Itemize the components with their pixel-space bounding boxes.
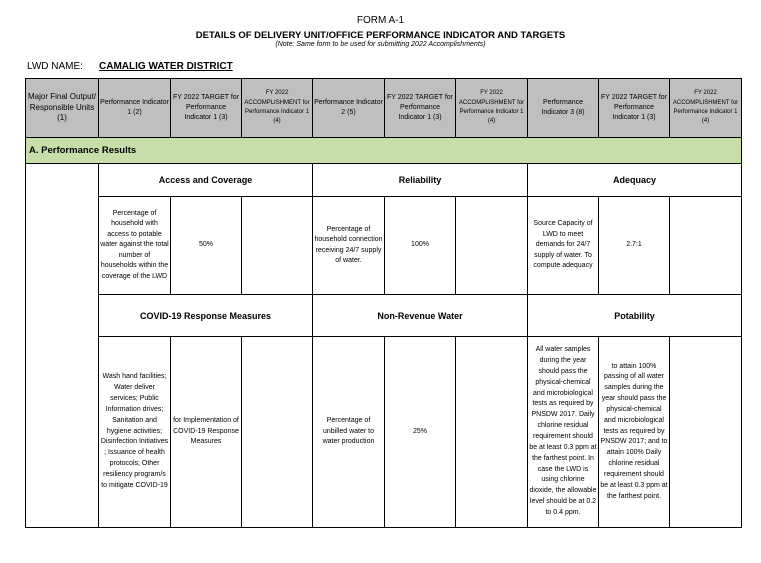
target-cell: 50%: [171, 197, 242, 295]
indicator-cell: Percentage of unbilled water to water production: [313, 337, 385, 528]
target-cell: to attain 100% passing of all water samples during the year should pass the physical-chemical and microbiological tests as required by PNSDW 2017; and to attain 100% Daily chlorine residual requirement should be at least 0.3 ppm at the farthest point.: [599, 337, 670, 528]
section-row: [26, 138, 742, 164]
category-adequacy: Adequacy: [528, 164, 742, 197]
category-non-revenue-water: Non-Revenue Water: [313, 295, 528, 337]
accomplishment-cell: [670, 337, 742, 528]
category-row: [26, 164, 742, 197]
category-access-coverage: Access and Coverage: [99, 164, 313, 197]
document-note: (Note: Same form to be used for submitting 2022 Accomplishments): [275, 41, 486, 48]
accomplishment-cell: [670, 197, 742, 295]
category-reliability: Reliability: [313, 164, 528, 197]
category-row: [26, 295, 742, 337]
indicator-cell: Wash hand facilities; Water deliver services; Public Information drives; Sanitation and hygiene activities; Disinfection Initiatives ; Issuance of health protocols; Other resiliency program/s to mitigate COVID-19: [99, 337, 171, 528]
column-header: FY 2022 ACCOMPLISHMENT for Performance Indicator 1 (4): [242, 79, 313, 138]
accomplishment-cell: [242, 337, 313, 528]
column-header: FY 2022 TARGET for Performance Indicator 1 (3): [385, 79, 456, 138]
performance-table: [25, 78, 742, 528]
column-header: FY 2022 ACCOMPLISHMENT for Performance Indicator 1 (4): [456, 79, 528, 138]
lwd-name-value: CAMALIG WATER DISTRICT: [99, 61, 233, 72]
category-potability: Potability: [528, 295, 742, 337]
column-header: FY 2022 TARGET for Performance Indicator 1 (3): [171, 79, 242, 138]
accomplishment-cell: [242, 197, 313, 295]
section-title: A. Performance Results: [26, 138, 742, 164]
accomplishment-cell: [456, 337, 528, 528]
column-header: FY 2022 ACCOMPLISHMENT for Performance Indicator 1 (4): [670, 79, 742, 138]
document-title: DETAILS OF DELIVERY UNIT/OFFICE PERFORMANCE INDICATOR AND TARGETS: [195, 30, 566, 41]
category-covid-response: COVID-19 Response Measures: [99, 295, 313, 337]
indicator-cell: All water samples during the year should pass the physical-chemical and microbiological tests as required by PNSDW 2017. Daily chlorine residual requirement should be at least 0.3 ppm at the farthest point. In case the LWD is using chlorine dioxide, the allowable level should be at 0.2 to 0.4 ppm.: [528, 337, 599, 528]
column-header: Performance Indicator 3 (8): [528, 79, 599, 138]
target-cell: 25%: [385, 337, 456, 528]
table-row: [26, 337, 742, 528]
mfo-cell: [26, 197, 99, 295]
mfo-cell: [26, 164, 99, 197]
indicator-cell: Percentage of household with access to potable water against the total number of households within the coverage of the LWD: [99, 197, 171, 295]
target-cell: 100%: [385, 197, 456, 295]
column-header: Major Final Output/ Responsible Units (1): [26, 79, 99, 138]
accomplishment-cell: [456, 197, 528, 295]
lwd-name-label: LWD NAME:: [27, 61, 83, 72]
mfo-cell: [26, 295, 99, 337]
column-header: Performance Indicator 1 (2): [99, 79, 171, 138]
mfo-cell: [26, 337, 99, 528]
column-header: Performance Indicator 2 (5): [313, 79, 385, 138]
column-header: FY 2022 TARGET for Performance Indicator 1 (3): [599, 79, 670, 138]
target-cell: 2.7:1: [599, 197, 670, 295]
indicator-cell: Percentage of household connection receiving 24/7 supply of water.: [313, 197, 385, 295]
target-cell: for Implementation of COVID-19 Response Measures: [171, 337, 242, 528]
table-header-row: [26, 79, 742, 138]
table-row: [26, 197, 742, 295]
form-code: FORM A-1: [356, 15, 405, 26]
indicator-cell: Source Capacity of LWD to meet demands for 24/7 supply of water. To compute adequacy: [528, 197, 599, 295]
